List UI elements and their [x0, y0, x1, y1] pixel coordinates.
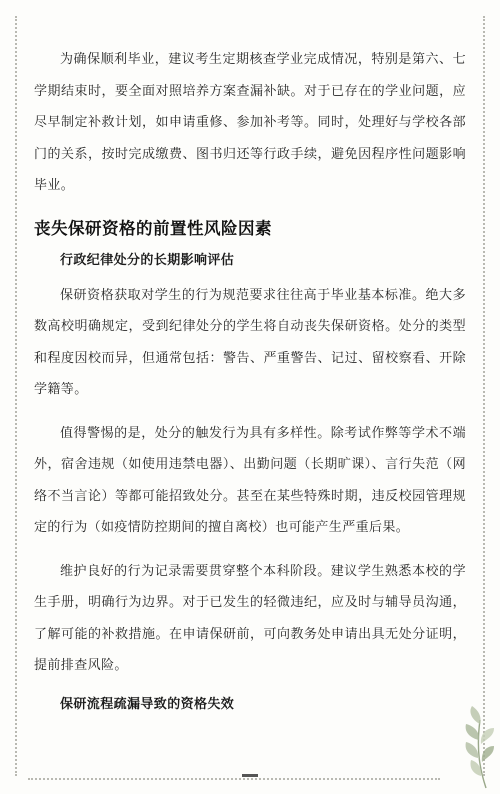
bottom-dotted-border — [28, 778, 440, 782]
section-heading: 丧失保研资格的前置性风险因素 — [34, 218, 272, 238]
subheading-process-omission: 保研流程疏漏导致的资格失效 — [60, 696, 235, 712]
paragraph-behavior-record: 维护良好的行为记录需要贯穿整个本科阶段。建议学生熟悉本校的学生手册，明确行为边界。对于已发生的轻微违纪，应及时与辅导员沟通，了解可能的补救措施。在申请保研前，可向教务处申请出具无处分证明，提前排查风险。 — [34, 563, 466, 673]
document-body — [34, 44, 466, 724]
left-dotted-border — [15, 16, 17, 776]
leaf-branch-icon — [436, 700, 496, 790]
paragraph-discipline-rules: 保研资格获取对学生的行为规范要求往往高于毕业基本标准。绝大多数高校明确规定，受到纪律处分的学生将自动丧失保研资格。处分的类型和程度因校而异，但通常包括：警告、严重警告、记过、留校察看、开除学籍等。 — [34, 287, 466, 397]
right-dotted-border — [483, 16, 485, 776]
subheading-discipline: 行政纪律处分的长期影响评估 — [60, 252, 235, 268]
paragraph-graduation-check: 为确保顺利毕业，建议考生定期核查学业完成情况，特别是第六、七学期结束时，要全面对照培养方案查漏补缺。对于已存在的学业问题，应尽早制定补救计划，如申请重修、参加补考等。同时，处理好与学校各部门的关系，按时完成缴费、图书归还等行政手续，避免因程序性问题影响毕业。 — [34, 52, 466, 193]
page-center-mark — [242, 774, 258, 777]
paragraph-trigger-behaviors: 值得警惕的是，处分的触发行为具有多样性。除考试作弊等学术不端外，宿舍违规（如使用违禁电器）、出勤问题（长期旷课）、言行失范（网络不当言论）等都可能招致处分。甚至在某些特殊时期，违反校园管理规定的行为（如疫情防控期间的擅自离校）也可能产生严重后果。 — [34, 425, 466, 535]
